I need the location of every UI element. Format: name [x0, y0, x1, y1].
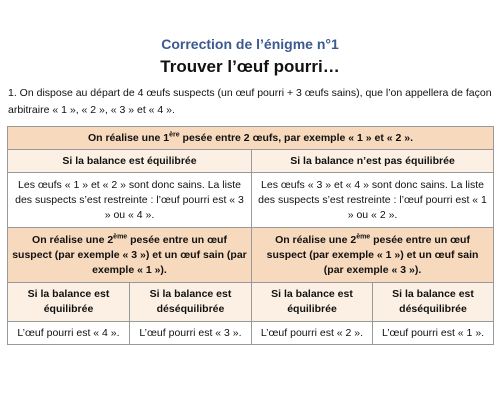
sub-case-1: Si la balance est équilibrée: [8, 283, 130, 322]
sub-case-row: [8, 283, 494, 322]
ordinal-suffix: ème: [356, 233, 371, 240]
conclusion-3: L’œuf pourri est « 2 ».: [252, 322, 373, 345]
sub-case-2: Si la balance est déséquilibrée: [130, 283, 252, 322]
intro-paragraph: 1. On dispose au départ de 4 œufs suspects (un œuf pourri + 3 œufs sains), que l’on appellera de façon arbitraire « 1 », « 2 », « 3 » et « 4 ».: [8, 87, 492, 116]
case-row: [8, 150, 494, 173]
result-row: [8, 173, 494, 228]
first-weighing-text-end: pesée entre 2 œufs, par exemple « 1 » et « 2 ».: [179, 131, 414, 144]
page-title: Trouver l’œuf pourri…: [160, 57, 340, 76]
case-balanced: Si la balance est équilibrée: [8, 150, 252, 173]
second-left-text: On réalise une 2: [32, 233, 114, 246]
conclusion-1: L’œuf pourri est « 4 ».: [8, 322, 130, 345]
conclusion-4: L’œuf pourri est « 1 ».: [373, 322, 494, 345]
second-weighing-right: [252, 228, 494, 283]
second-weighing-row: [8, 228, 494, 283]
first-weighing-cell: [8, 127, 494, 150]
enigma-heading: Correction de l’énigme n°1: [161, 36, 339, 52]
result-balanced: Les œufs « 1 » et « 2 » sont donc sains. La liste des suspects s’est restreinte : l’œuf pourri est « 3 » ou « 4 ».: [8, 173, 252, 228]
second-right-text: On réalise une 2: [275, 233, 357, 246]
second-right-text-end: pesée entre un œuf suspect (par exemple « 1 ») et un œuf sain (par exemple « 3 »).: [266, 233, 479, 276]
sub-case-4: Si la balance est déséquilibrée: [373, 283, 494, 322]
first-weighing-text: On réalise une 1: [87, 131, 170, 144]
ordinal-suffix: ème: [113, 233, 128, 240]
ordinal-suffix: ère: [169, 131, 180, 138]
result-unbalanced: Les œufs « 3 » et « 4 » sont donc sains. La liste des suspects s’est restreinte : l’œuf pourri est « 1 » ou « 2 ».: [252, 173, 494, 228]
sub-case-3: Si la balance est équilibrée: [252, 283, 373, 322]
conclusion-2: L’œuf pourri est « 3 ».: [130, 322, 252, 345]
first-weighing-row: [8, 127, 494, 150]
conclusion-row: [8, 322, 494, 345]
second-left-text-end: pesée entre un œuf suspect (par exemple « 3 ») et un œuf sain (par exemple « 1 »).: [12, 233, 247, 276]
decision-table: [7, 126, 494, 345]
second-weighing-left: [8, 228, 252, 283]
case-unbalanced: Si la balance n’est pas équilibrée: [252, 150, 494, 173]
